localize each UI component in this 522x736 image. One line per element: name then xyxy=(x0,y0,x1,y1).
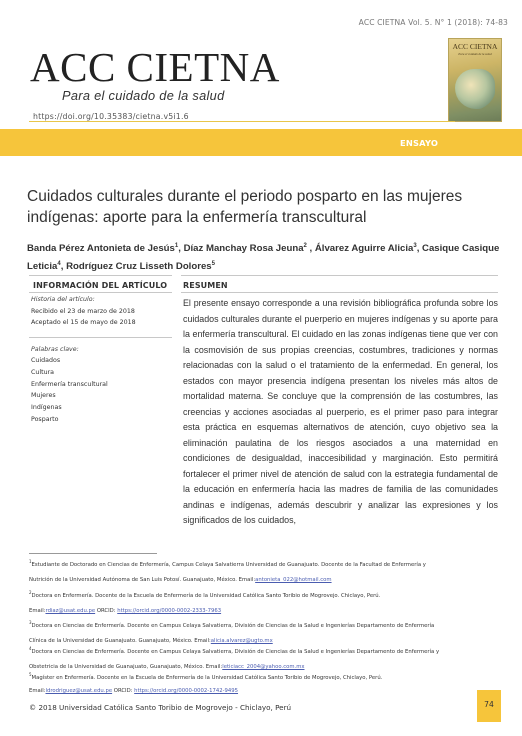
info-heading-rule xyxy=(29,292,172,293)
section-label: ENSAYO xyxy=(400,138,439,148)
footnote-divider xyxy=(29,553,157,554)
info-divider xyxy=(29,275,172,276)
cover-artwork xyxy=(455,69,495,109)
footnote-5 xyxy=(29,671,504,695)
footnote-orcid-link[interactable]: https://orcid.org/0000-0002-1742-9495 xyxy=(134,687,239,694)
footnote-mark: 5 xyxy=(29,672,32,677)
author-affiliation-mark: 1 xyxy=(174,243,179,249)
accepted-date: Aceptado el 15 de mayo de 2018 xyxy=(31,319,136,326)
keyword: Enfermería transcultural xyxy=(31,380,108,388)
header-divider xyxy=(29,121,455,122)
footnote-3 xyxy=(29,619,504,645)
footnote-mark: 2 xyxy=(29,590,32,595)
author-affiliation-mark: 2 xyxy=(303,243,307,249)
copyright-notice: © 2018 Universidad Católica Santo Toribio de Mogrovejo - Chiclayo, Perú xyxy=(29,703,292,712)
journal-reference: ACC CIETNA Vol. 5. N° 1 (2018): 74-83 xyxy=(358,18,508,27)
abstract-divider xyxy=(181,275,498,276)
footnote-text: ORCID: xyxy=(95,607,118,614)
footnote-mark: 1 xyxy=(29,559,32,564)
footnote-email-link[interactable]: antonieta_022@hotmail.com xyxy=(255,576,332,583)
author-name: Álvarez Aguirre Alicia xyxy=(314,243,414,255)
footnote-mark: 3 xyxy=(29,620,32,625)
history-label: Historia del artículo: xyxy=(31,296,95,303)
author-affiliation-mark: 3 xyxy=(413,243,417,249)
footnote-text: Estudiante de Doctorado en Ciencias de Enfermería, Campus Celaya Salvatierra Universidad de Guanajuato. Docente de la Facultad de Enfermería y xyxy=(31,561,426,568)
footnote-text: Clínica de la Universidad de Guanajuato. Guanajuato, México. Email: xyxy=(29,637,211,644)
author-separator: , xyxy=(416,243,423,255)
footnote-1 xyxy=(29,558,504,584)
footnote-email-link[interactable]: rdiaz@usat.edu.pe xyxy=(45,607,96,614)
footnote-email-link[interactable]: ldrodriguez@usat.edu.pe xyxy=(45,687,113,694)
cover-subtitle: Para el cuidado de la salud xyxy=(458,52,492,56)
footnote-email-link[interactable]: alicia.alvarez@ugto.mx xyxy=(210,637,273,644)
footnote-text: Doctora en Ciencias de Enfermería. Docente en Campus Celaya Salvatierra, División de Ciencias de la Salud e Ingenierías Departamento de Enfermería y xyxy=(31,648,440,655)
page-number: 74 xyxy=(484,700,494,709)
cover-title: ACC CIETNA xyxy=(452,42,498,51)
keywords-label: Palabras clave: xyxy=(31,346,79,353)
doi-link[interactable]: https://doi.org/10.35383/cietna.v5i1.6 xyxy=(33,112,189,121)
keyword: Mujeres xyxy=(31,392,56,400)
info-heading: INFORMACIÓN DEL ARTÍCULO xyxy=(33,281,168,290)
abstract-body: El presente ensayo corresponde a una revisión bibliográfica profunda sobre los cuidados culturales durante el puerperio en mujeres indígenas y su aporte para la enfermería transcultural. El cuidado en las zonas indígenas tiene que ver con la cosmovisión de sus propias creencias, costumbres, tradiciones y normas relacionadas con la salud o el tratamiento de la enfermedad. En general, los estados con mayor presencia indígena presentan los niveles más altos de mortalidad materna. Se concluye que la comprensión de las costumbres, las creencias y acciones asociadas al puerperio, es el primer paso para integrar esta práctica en esquemas alternativos de atención, cuyo objetivo sea la eliminación paulatina de los riesgos asociados a una maternidad en condiciones de desigualdad, inaccesibilidad y marginación. Esto permitirá fortalecer el primer nivel de atención de salud con la estrategia fundamental de la educación en enfermería hacia las madres de familia de las comunidades andinas e indígenas, además descubrir y analizar las expresiones y los significados de los cuidados, xyxy=(183,298,498,525)
footnote-text: Doctora en Enfermería. Docente de la Escuela de Enfermería de la Universidad Católica Santo Toribio de Mogrovejo. Chiclayo, Perú. xyxy=(31,592,381,599)
received-date: Recibido el 23 de marzo de 2018 xyxy=(31,308,135,315)
footnote-text: Nutrición de la Universidad Autónoma de San Luis Potosí. Guanajuato, México. Email: xyxy=(29,576,256,583)
keywords-divider xyxy=(29,337,172,338)
journal-title: ACC CIETNA xyxy=(30,44,280,90)
footnote-text: Email: xyxy=(29,607,46,614)
footnote-2 xyxy=(29,589,504,615)
footnote-mark: 4 xyxy=(29,646,32,651)
footnote-text: Obstetricia de la Universidad de Guanajuato, Guanajuato, México. Email: xyxy=(29,663,223,670)
section-banner xyxy=(0,129,522,156)
author-name: Rodríguez Cruz Lisseth Dolores xyxy=(66,260,212,272)
keyword: Cuidados xyxy=(31,357,61,364)
footnote-text: Email: xyxy=(29,687,46,694)
author-separator: , xyxy=(60,260,67,272)
footnote-text: Doctora en Ciencias de Enfermería. Docente en Campus Celaya Salvatierra, División de Ciencias de la Salud e Ingenierías Departamento de Enfermería xyxy=(31,622,435,629)
journal-tagline: Para el cuidado de la salud xyxy=(62,88,225,103)
footnote-4 xyxy=(29,645,504,671)
keyword: Cultura xyxy=(31,368,55,376)
keyword: Posparto xyxy=(31,415,59,423)
keyword: Indígenas xyxy=(31,404,62,412)
footnote-text: ORCID: xyxy=(112,687,135,694)
author-affiliation-mark: 5 xyxy=(211,260,215,267)
author-name: Banda Pérez Antonieta de Jesús xyxy=(27,243,175,255)
keyword-list xyxy=(31,355,108,426)
author-name: Casique Casique Leticia xyxy=(27,243,500,272)
author-name: Díaz Manchay Rosa Jeuna xyxy=(183,243,304,255)
author-list xyxy=(27,239,502,275)
article-title: Cuidados culturales durante el periodo posparto en las mujeres indígenas: aporte para la enfermería transcultural xyxy=(27,188,463,226)
author-affiliation-mark: 4 xyxy=(57,260,61,267)
journal-cover-image xyxy=(448,38,502,122)
author-separator: , xyxy=(178,243,184,255)
footnote-text: Magíster en Enfermería. Docente en la Escuela de Enfermería de la Universidad Católica Santo Toribio de Mogrovejo, Chiclayo, Perú. xyxy=(31,674,383,681)
abstract-heading: RESUMEN xyxy=(183,281,228,290)
author-separator: , xyxy=(306,243,315,255)
abstract-heading-rule xyxy=(181,292,498,293)
footnote-orcid-link[interactable]: https://orcid.org/0000-0002-2333-7963 xyxy=(117,607,222,614)
footnote-email-link[interactable]: leticiacc_2004@yahoo.com.mx xyxy=(222,663,305,670)
